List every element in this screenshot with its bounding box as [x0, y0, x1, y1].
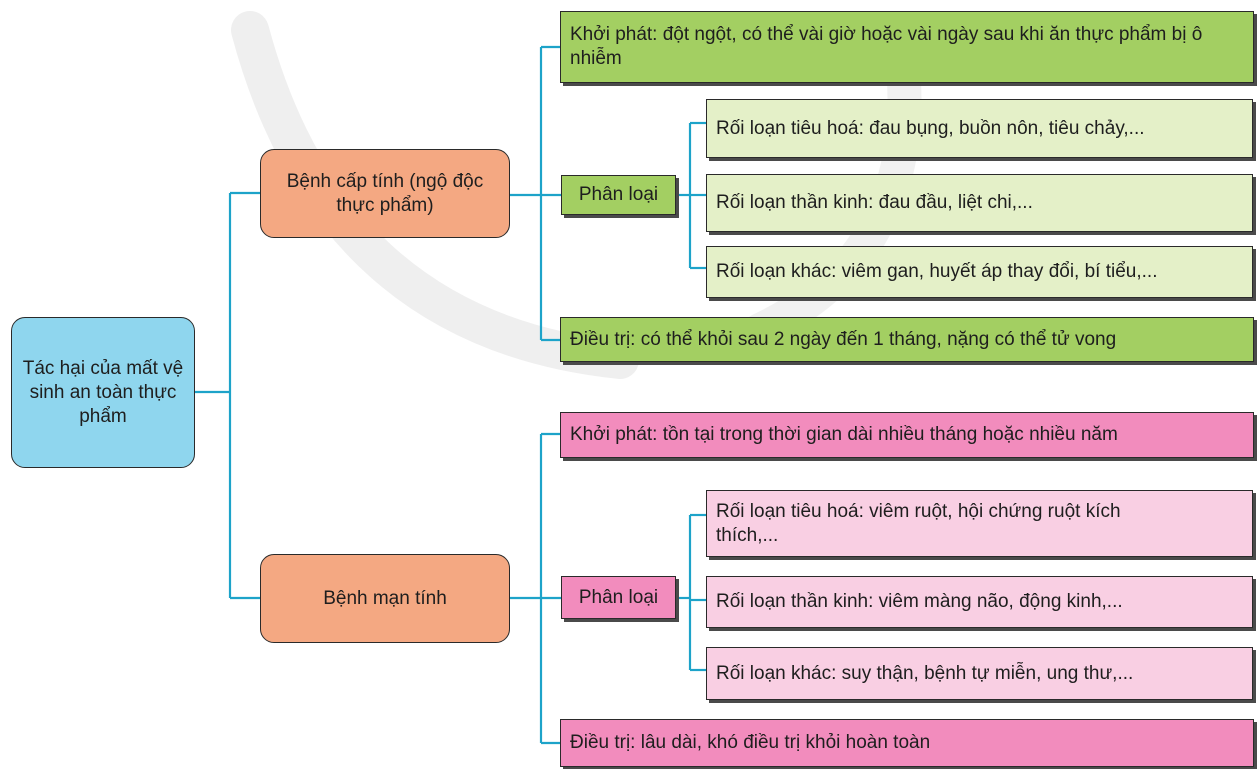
chronic-treatment-text: Điều trị: lâu dài, khó điều trị khỏi hoàn toàn	[570, 732, 931, 753]
acute-treatment-box	[560, 317, 1254, 362]
chronic-onset-box	[560, 412, 1254, 458]
acute-disease-title: Bệnh cấp tính (ngộ độc thực phẩm)	[286, 170, 484, 216]
acute-class-item-text: Rối loạn thần kinh: đau đầu, liệt chi,...	[716, 192, 1033, 213]
chronic-disease-title: Bệnh mạn tính	[323, 587, 447, 609]
chronic-class-item-other	[706, 647, 1253, 700]
chronic-onset-text: Khởi phát: tồn tại trong thời gian dài nhiều tháng hoặc nhiều năm	[570, 424, 1118, 445]
root-node	[11, 317, 195, 468]
chronic-class-item-text: Rối loạn thần kinh: viêm màng não, động kinh,...	[716, 591, 1123, 612]
chronic-treatment-box	[560, 719, 1254, 767]
chronic-classification-label: Phân loại	[578, 586, 659, 608]
acute-classification-label: Phân loại	[578, 184, 659, 205]
acute-class-item-text: Rối loạn tiêu hoá: đau bụng, buồn nôn, tiêu chảy,...	[716, 117, 1145, 139]
acute-onset-text: Khởi phát: đột ngột, có thể vài giờ hoặc vài ngày sau khi ăn thực phẩm bị ô nhiễm	[570, 24, 1203, 69]
acute-class-item-digestive	[706, 99, 1253, 158]
chronic-class-item-text: Rối loạn tiêu hoá: viêm ruột, hội chứng ruột kích thích,...	[716, 500, 1121, 546]
acute-disease-node	[260, 149, 510, 238]
chronic-class-item-text: Rối loạn khác: suy thận, bệnh tự miễn, ung thư,...	[716, 662, 1134, 684]
acute-class-item-other	[706, 246, 1253, 298]
acute-class-item-text: Rối loạn khác: viêm gan, huyết áp thay đổi, bí tiểu,...	[716, 261, 1158, 282]
acute-treatment-text: Điều trị: có thể khỏi sau 2 ngày đến 1 tháng, nặng có thể tử vong	[570, 328, 1117, 350]
acute-class-item-neurological	[706, 174, 1253, 232]
acute-classification-box	[561, 175, 676, 215]
chronic-class-item-digestive	[706, 490, 1253, 557]
acute-onset-box	[560, 11, 1254, 83]
root-label: Tác hại của mất vệ sinh an toàn thực phẩm	[22, 357, 184, 427]
chronic-classification-box	[561, 576, 676, 619]
chronic-class-item-neurological	[706, 576, 1253, 628]
chronic-disease-node	[260, 554, 510, 643]
